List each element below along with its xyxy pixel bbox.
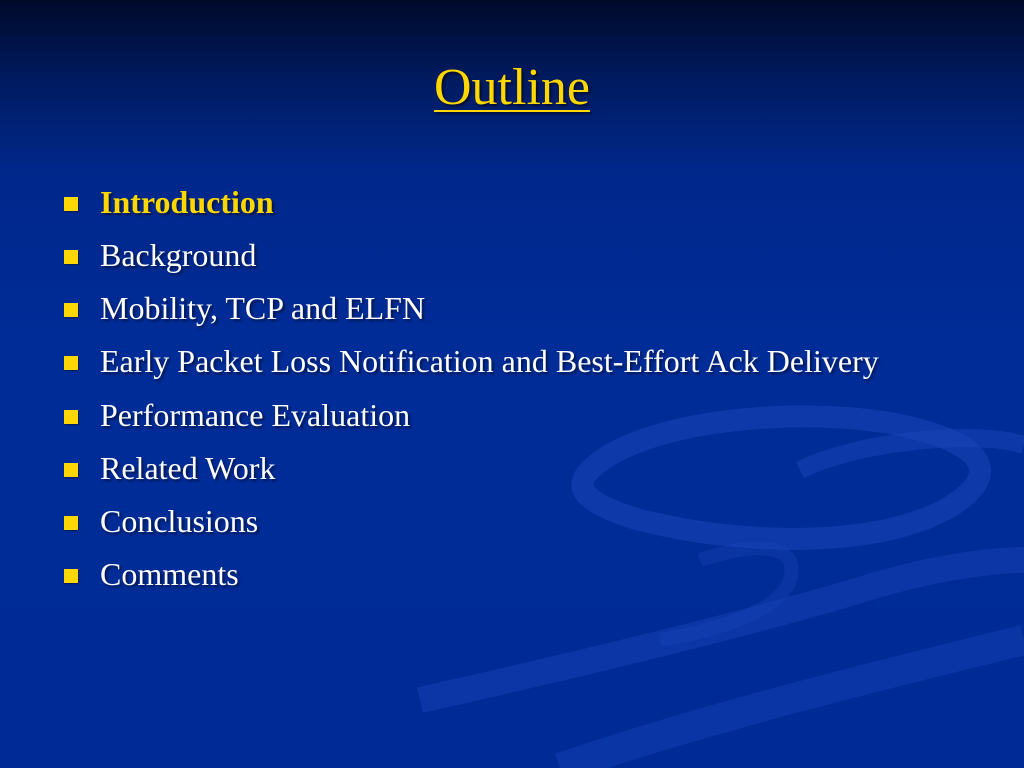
- square-bullet-icon: [64, 569, 78, 583]
- outline-item-label: Conclusions: [100, 503, 259, 539]
- square-bullet-icon: [64, 197, 78, 211]
- outline-item: [62, 235, 942, 275]
- outline-item-label: Early Packet Loss Notification and Best-Effort Ack Delivery: [100, 343, 879, 379]
- outline-item: [62, 395, 942, 435]
- square-bullet-icon: [64, 250, 78, 264]
- square-bullet-icon: [64, 463, 78, 477]
- slide-title: Outline: [434, 59, 590, 116]
- outline-item: [62, 501, 942, 541]
- outline-item-label: Mobility, TCP and ELFN: [100, 290, 426, 326]
- outline-item: [62, 288, 942, 328]
- outline-item: [62, 554, 942, 594]
- outline-bullet-list: [62, 182, 942, 607]
- square-bullet-icon: [64, 303, 78, 317]
- outline-item-label: Background: [100, 237, 257, 273]
- outline-item: [62, 448, 942, 488]
- outline-item: [62, 182, 942, 222]
- square-bullet-icon: [64, 410, 78, 424]
- outline-item-label: Introduction: [100, 184, 274, 220]
- outline-item-label: Related Work: [100, 450, 276, 486]
- outline-item-label: Comments: [100, 556, 239, 592]
- square-bullet-icon: [64, 516, 78, 530]
- outline-item-label: Performance Evaluation: [100, 397, 411, 433]
- square-bullet-icon: [64, 356, 78, 370]
- outline-item: [62, 341, 942, 382]
